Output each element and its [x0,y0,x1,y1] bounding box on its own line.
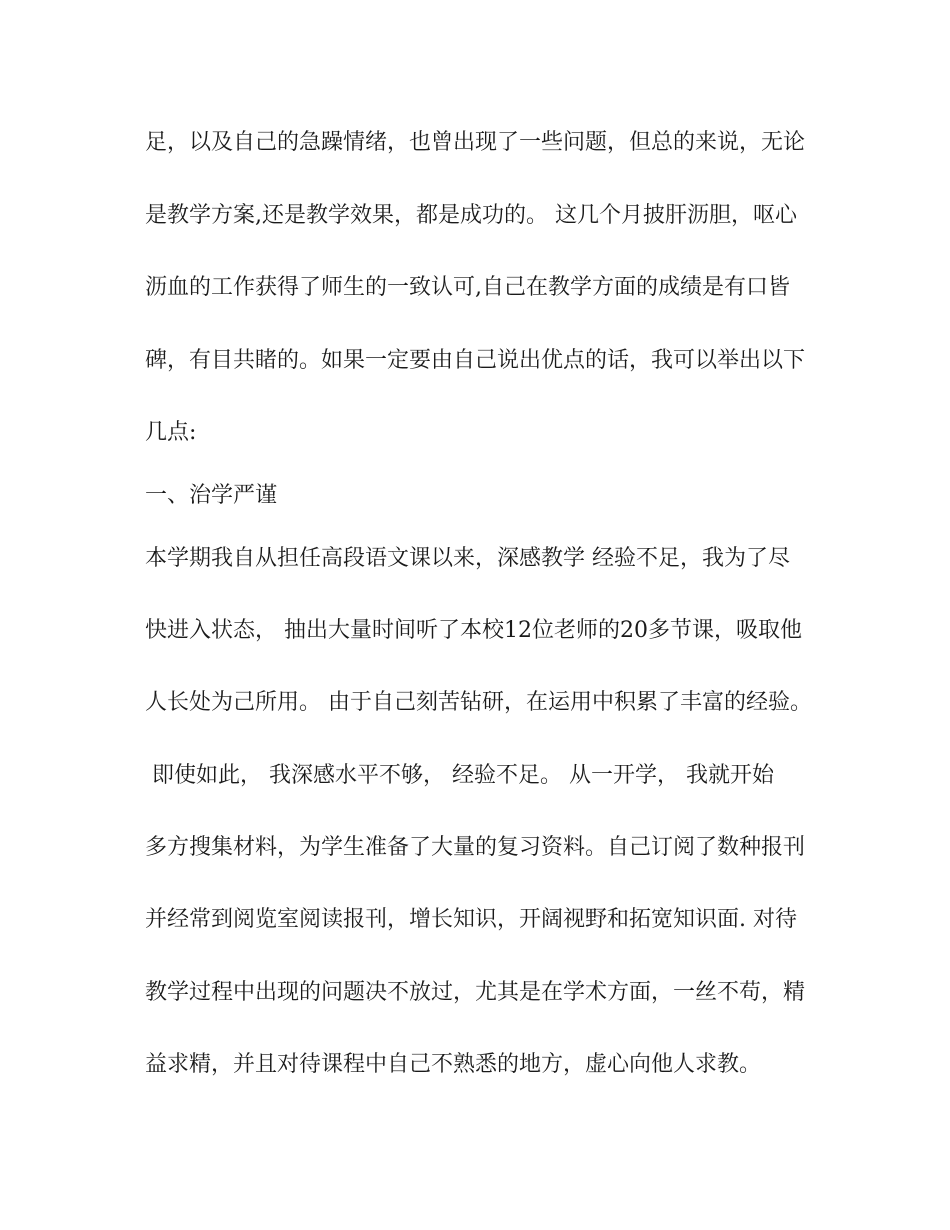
paragraph-line: 几点: [145,420,197,445]
paragraph-line: 足，以及自己的急躁情绪，也曾出现了一些问题，但总的来说，无论 [145,130,806,155]
section-heading: 一、治学严谨 [145,483,278,508]
paragraph-line: 碑，有目共睹的。如果一定要由自己说出优点的话，我可以举出以下 [145,348,806,373]
paragraph-line: 多方搜集材料，为学生准备了大量的复习资料。自己订阅了数种报刊 [145,835,806,860]
paragraph-line: 人长处为己所用。 由于自己刻苦钻研，在运用中积累了丰富的经验。 [145,690,812,715]
paragraph-line: 益求精，并且对待课程中自己不熟悉的地方，虚心向他人求教。 [145,1052,762,1077]
paragraph-line: 教学过程中出现的问题决不放过，尤其是在学术方面，一丝不苟，精 [145,980,806,1005]
paragraph-line: 即使如此， 我深感水平不够， 经验不足。 从一开学， 我就开始 [145,763,774,788]
paragraph-line: 是教学方案,还是教学效果，都是成功的。 这几个月披肝沥胆，呕心 [145,203,797,228]
paragraph-line: 沥血的工作获得了师生的一致认可,自己在教学方面的成绩是有口皆 [145,275,790,300]
paragraph-line: 本学期我自从担任高段语文课以来，深感教学 经验不足，我为了尽 [145,546,790,571]
paragraph-line: 并经常到阅览室阅读报刊，增长知识，开阔视野和拓宽知识面. 对待 [145,907,797,932]
paragraph-line: 快进入状态， 抽出大量时间听了本校12位老师的20多节课，吸取他 [145,618,802,643]
